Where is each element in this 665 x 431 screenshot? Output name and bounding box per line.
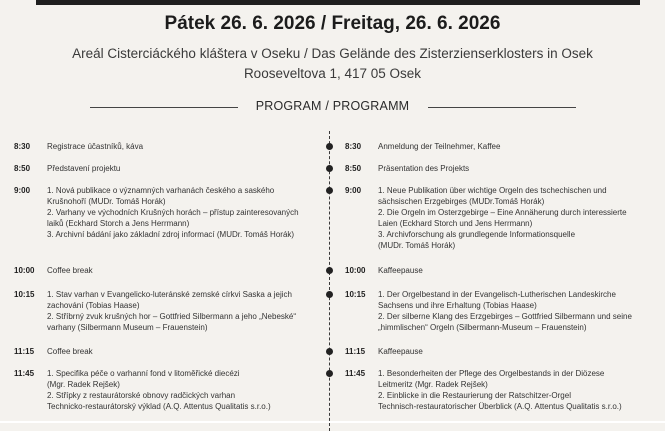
cz-item-line: zachování (Tobias Haase) [47, 301, 140, 310]
cz-item-line: 3. Archivní bádání jako základní zdroj informací (MUDr. Tomáš Horák) [47, 230, 295, 239]
de-item-line: 1. Neue Publikation über wichtige Orgeln des tschechischen und [378, 186, 607, 195]
cz-item-line: 2. Varhany ve východních Krušných horách – přístup zainteresovaných [47, 208, 299, 217]
de-item-line: 3. Archivforschung als grundlegende Informationsquelle [378, 230, 576, 239]
de-item-line: Anmeldung der Teilnehmer, Kaffee [378, 142, 501, 151]
cz-item-line: Coffee break [47, 266, 93, 275]
cz-time: 9:00 [14, 186, 31, 195]
event-date: Pátek 26. 6. 2026 / Freitag, 26. 6. 2026 [164, 13, 501, 34]
timeline-dot [326, 370, 333, 377]
de-time: 9:00 [345, 186, 362, 195]
de-item-line: Technisch-restauratorischer Überblick (A.Q. Attentus Qualitatis s.r.o.) [378, 402, 622, 411]
cz-item-line: laiků (Eckhard Storch a Jens Herrmann) [47, 219, 190, 228]
cz-item-line: Krušnohoří (MUDr. Tomáš Horák) [47, 197, 166, 206]
de-item-line: 2. Der silberne Klang des Erzgebirges – Gottfried Silbermann und seine [378, 312, 632, 321]
cz-item-line: 1. Stav varhan v Evangelicko-luteránské zemské církvi Saska a jejich [47, 290, 292, 299]
program-rule-right [428, 107, 576, 108]
de-item-line: „himmlischen“ Orgeln (Silbermann-Museum – Frauenstein) [378, 323, 587, 332]
de-time: 8:30 [345, 142, 362, 151]
cz-item-line: Představení projektu [47, 164, 121, 173]
cz-item-line: 2. Střípky z restaurátorské obnovy radčických varhan [47, 391, 236, 400]
cz-time: 10:00 [14, 266, 35, 275]
cz-item-line: Coffee break [47, 347, 93, 356]
cz-time: 10:15 [14, 290, 35, 299]
de-item-line: Kaffeepause [378, 266, 423, 275]
timeline-dot [326, 143, 333, 150]
de-time: 10:00 [345, 266, 366, 275]
timeline-dot [326, 165, 333, 172]
cz-item-line: Technicko-restaurátorský výklad (A.Q. Attentus Qualitatis s.r.o.) [47, 402, 271, 411]
de-time: 11:45 [345, 369, 366, 378]
de-item-line: 1. Der Orgelbestand in der Evangelisch-Lutherischen Landeskirche [378, 290, 616, 299]
cz-item-line: 1. Nová publikace o významných varhanách českého a saského [47, 186, 275, 195]
de-item-line: 2. Die Orgeln im Osterzgebirge – Eine Annäherung durch interessierte [378, 208, 627, 217]
de-item-line: Laien (Eckhard Storch und Jens Herrmann) [378, 219, 533, 228]
cz-time: 11:15 [14, 347, 35, 356]
de-item-line: 2. Einblicke in die Restaurierung der Ratschitzer-Orgel [378, 391, 571, 400]
cz-time: 8:30 [14, 142, 31, 151]
timeline-dot [326, 267, 333, 274]
de-item-line: Präsentation des Projekts [378, 164, 470, 173]
de-time: 10:15 [345, 290, 366, 299]
de-item-line: (MUDr. Tomáš Horák) [378, 241, 456, 250]
timeline-dot [326, 291, 333, 298]
cz-time: 11:45 [14, 369, 35, 378]
de-time: 8:50 [345, 164, 362, 173]
program-title: PROGRAM / PROGRAMM [255, 99, 410, 113]
de-item-line: sächsischen Erzgebirges (MUDr.Tomáš Horák) [378, 197, 545, 206]
timeline-divider [329, 131, 331, 431]
venue-address: Rooseveltova 1, 417 05 Osek [243, 66, 422, 81]
de-time: 11:15 [345, 347, 366, 356]
cz-item-line: Registrace účastníků, káva [47, 142, 144, 151]
de-item-line: Leitmeritz (Mgr. Radek Rejšek) [378, 380, 488, 389]
cz-item-line: 2. Stříbrný zvuk krušných hor – Gottfried Silbermann a jeho „Nebeské“ [47, 312, 296, 321]
cz-item-line: varhany (Silbermann Museum – Frauenstein) [47, 323, 208, 332]
venue-name: Areál Cisterciáckého kláštera v Oseku / Das Gelände des Zisterzienserklosters in Osek [72, 46, 593, 61]
timeline-dot [326, 348, 333, 355]
cz-item-line: (Mgr. Radek Rejšek) [47, 380, 120, 389]
cz-item-line: 1. Specifika péče o varhanní fond v litoměřické diecézi [47, 369, 240, 378]
de-item-line: Kaffeepause [378, 347, 423, 356]
top-rule [36, 0, 640, 5]
de-item-line: Sachsens und ihre Erhaltung (Tobias Haase) [378, 301, 537, 310]
de-item-line: 1. Besonderheiten der Pflege des Orgelbestands in der Diözese [378, 369, 605, 378]
timeline-dot [326, 187, 333, 194]
cz-time: 8:50 [14, 164, 31, 173]
